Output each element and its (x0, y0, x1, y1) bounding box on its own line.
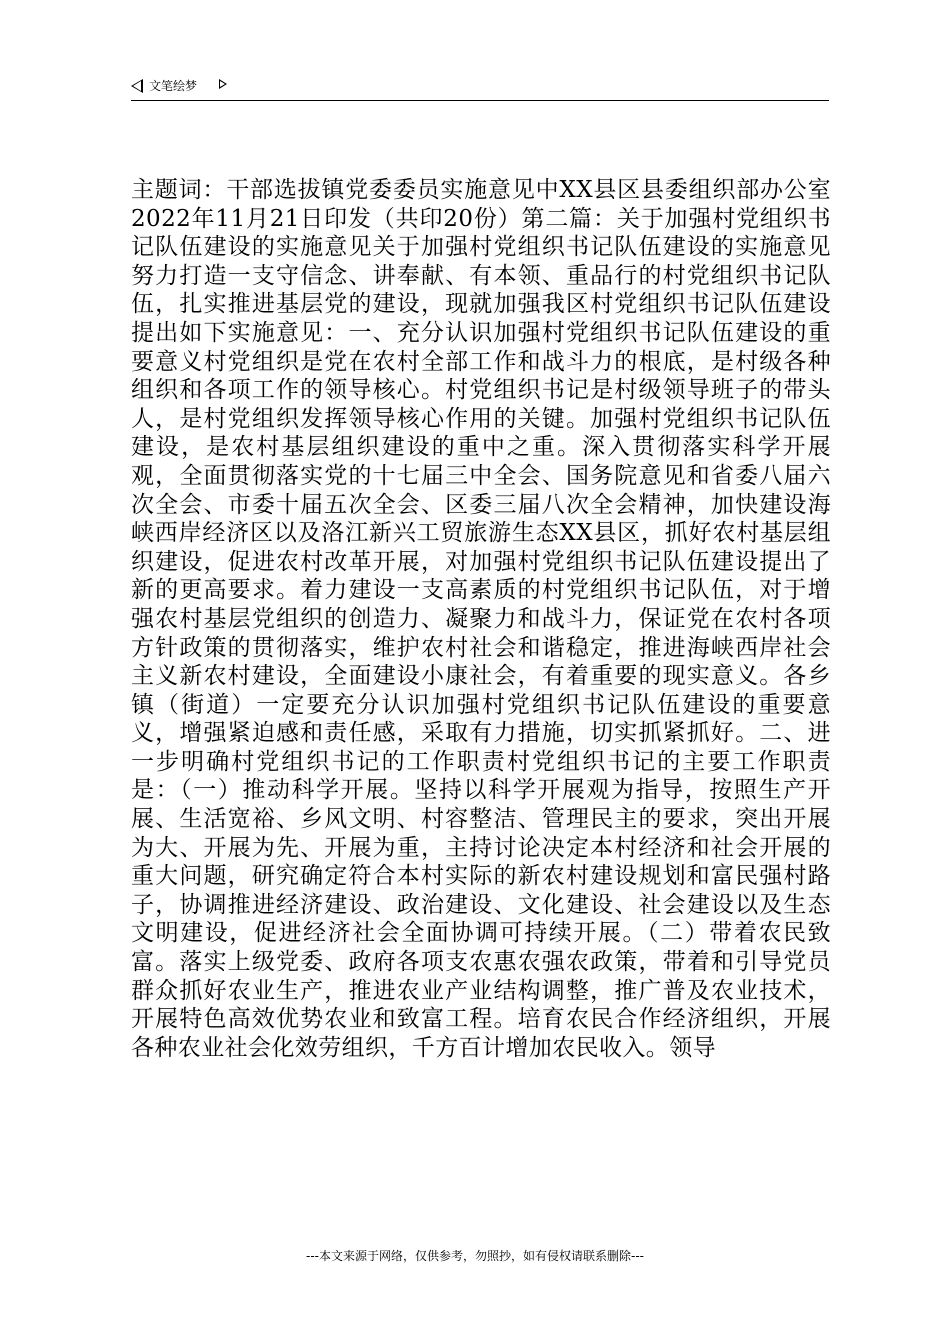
document-body: 主题词：干部选拔镇党委委员实施意见中XX县区县委组织部办公室2022年11月21日印发（共印20份）第二篇：关于加强村党组织书记队伍建设的实施意见关于加强村党组织书记队伍建设的实施意见努力打造一支守信念、讲奉献、有本领、重品行的村党组织书记队伍，扎实推进基层党的建设，现就加强我区村党组织书记队伍建设提出如下实施意见：一、充分认识加强村党组织书记队伍建设的重要意义村党组织是党在农村全部工作和战斗力的根底，是村级各种组织和各项工作的领导核心。村党组织书记是村级领导班子的带头人，是村党组织发挥领导核心作用的关键。加强村党组织书记队伍建设，是农村基层组织建设的重中之重。深入贯彻落实科学开展观，全面贯彻落实党的十七届三中全会、国务院意见和省委八届六次全会、市委十届五次全会、区委三届八次全会精神，加快建设海峡西岸经济区以及洛江新兴工贸旅游生态XX县区，抓好农村基层组织建设，促进农村改革开展，对加强村党组织书记队伍建设提出了新的更高要求。着力建设一支高素质的村党组织书记队伍，对于增强农村基层党组织的创造力、凝聚力和战斗力，保证党在农村各项方针政策的贯彻落实，维护农村社会和谐稳定，推进海峡西岸社会主义新农村建设，全面建设小康社会，有着重要的现实意义。各乡镇（街道）一定要充分认识加强村党组织书记队伍建设的重要意义，增强紧迫感和责任感，采取有力措施，切实抓紧抓好。二、进一步明确村党组织书记的工作职责村党组织书记的主要工作职责是：（一）推动科学开展。坚持以科学开展观为指导，按照生产开展、生活宽裕、乡风文明、村容整洁、管理民主的要求，突出开展为大、开展为先、开展为重，主持讨论决定本村经济和社会开展的重大问题，研究确定符合本村实际的新农村建设规划和富民强村路子，协调推进经济建设、政治建设、文化建设、社会建设以及生态文明建设，促进经济社会全面协调可持续开展。（二）带着农民致富。落实上级党委、政府各项支农惠农强农政策，带着和引导党员群众抓好农业生产，推进农业产业结构调整，推广普及农业技术，开展特色高效优势农业和致富工程。培育农民合作经济组织，开展各种农业社会化效劳组织，千方百计增加农民收入。领导 (131, 177, 831, 1061)
page-footer: ---本文来源于网络，仅供参考，勿照抄，如有侵权请联系删除--- (306, 1249, 644, 1263)
triangle-right-icon (219, 79, 227, 89)
page-header (131, 78, 829, 101)
triangle-left-icon (131, 79, 143, 93)
header-brand: 文笔绘梦 (149, 79, 198, 93)
